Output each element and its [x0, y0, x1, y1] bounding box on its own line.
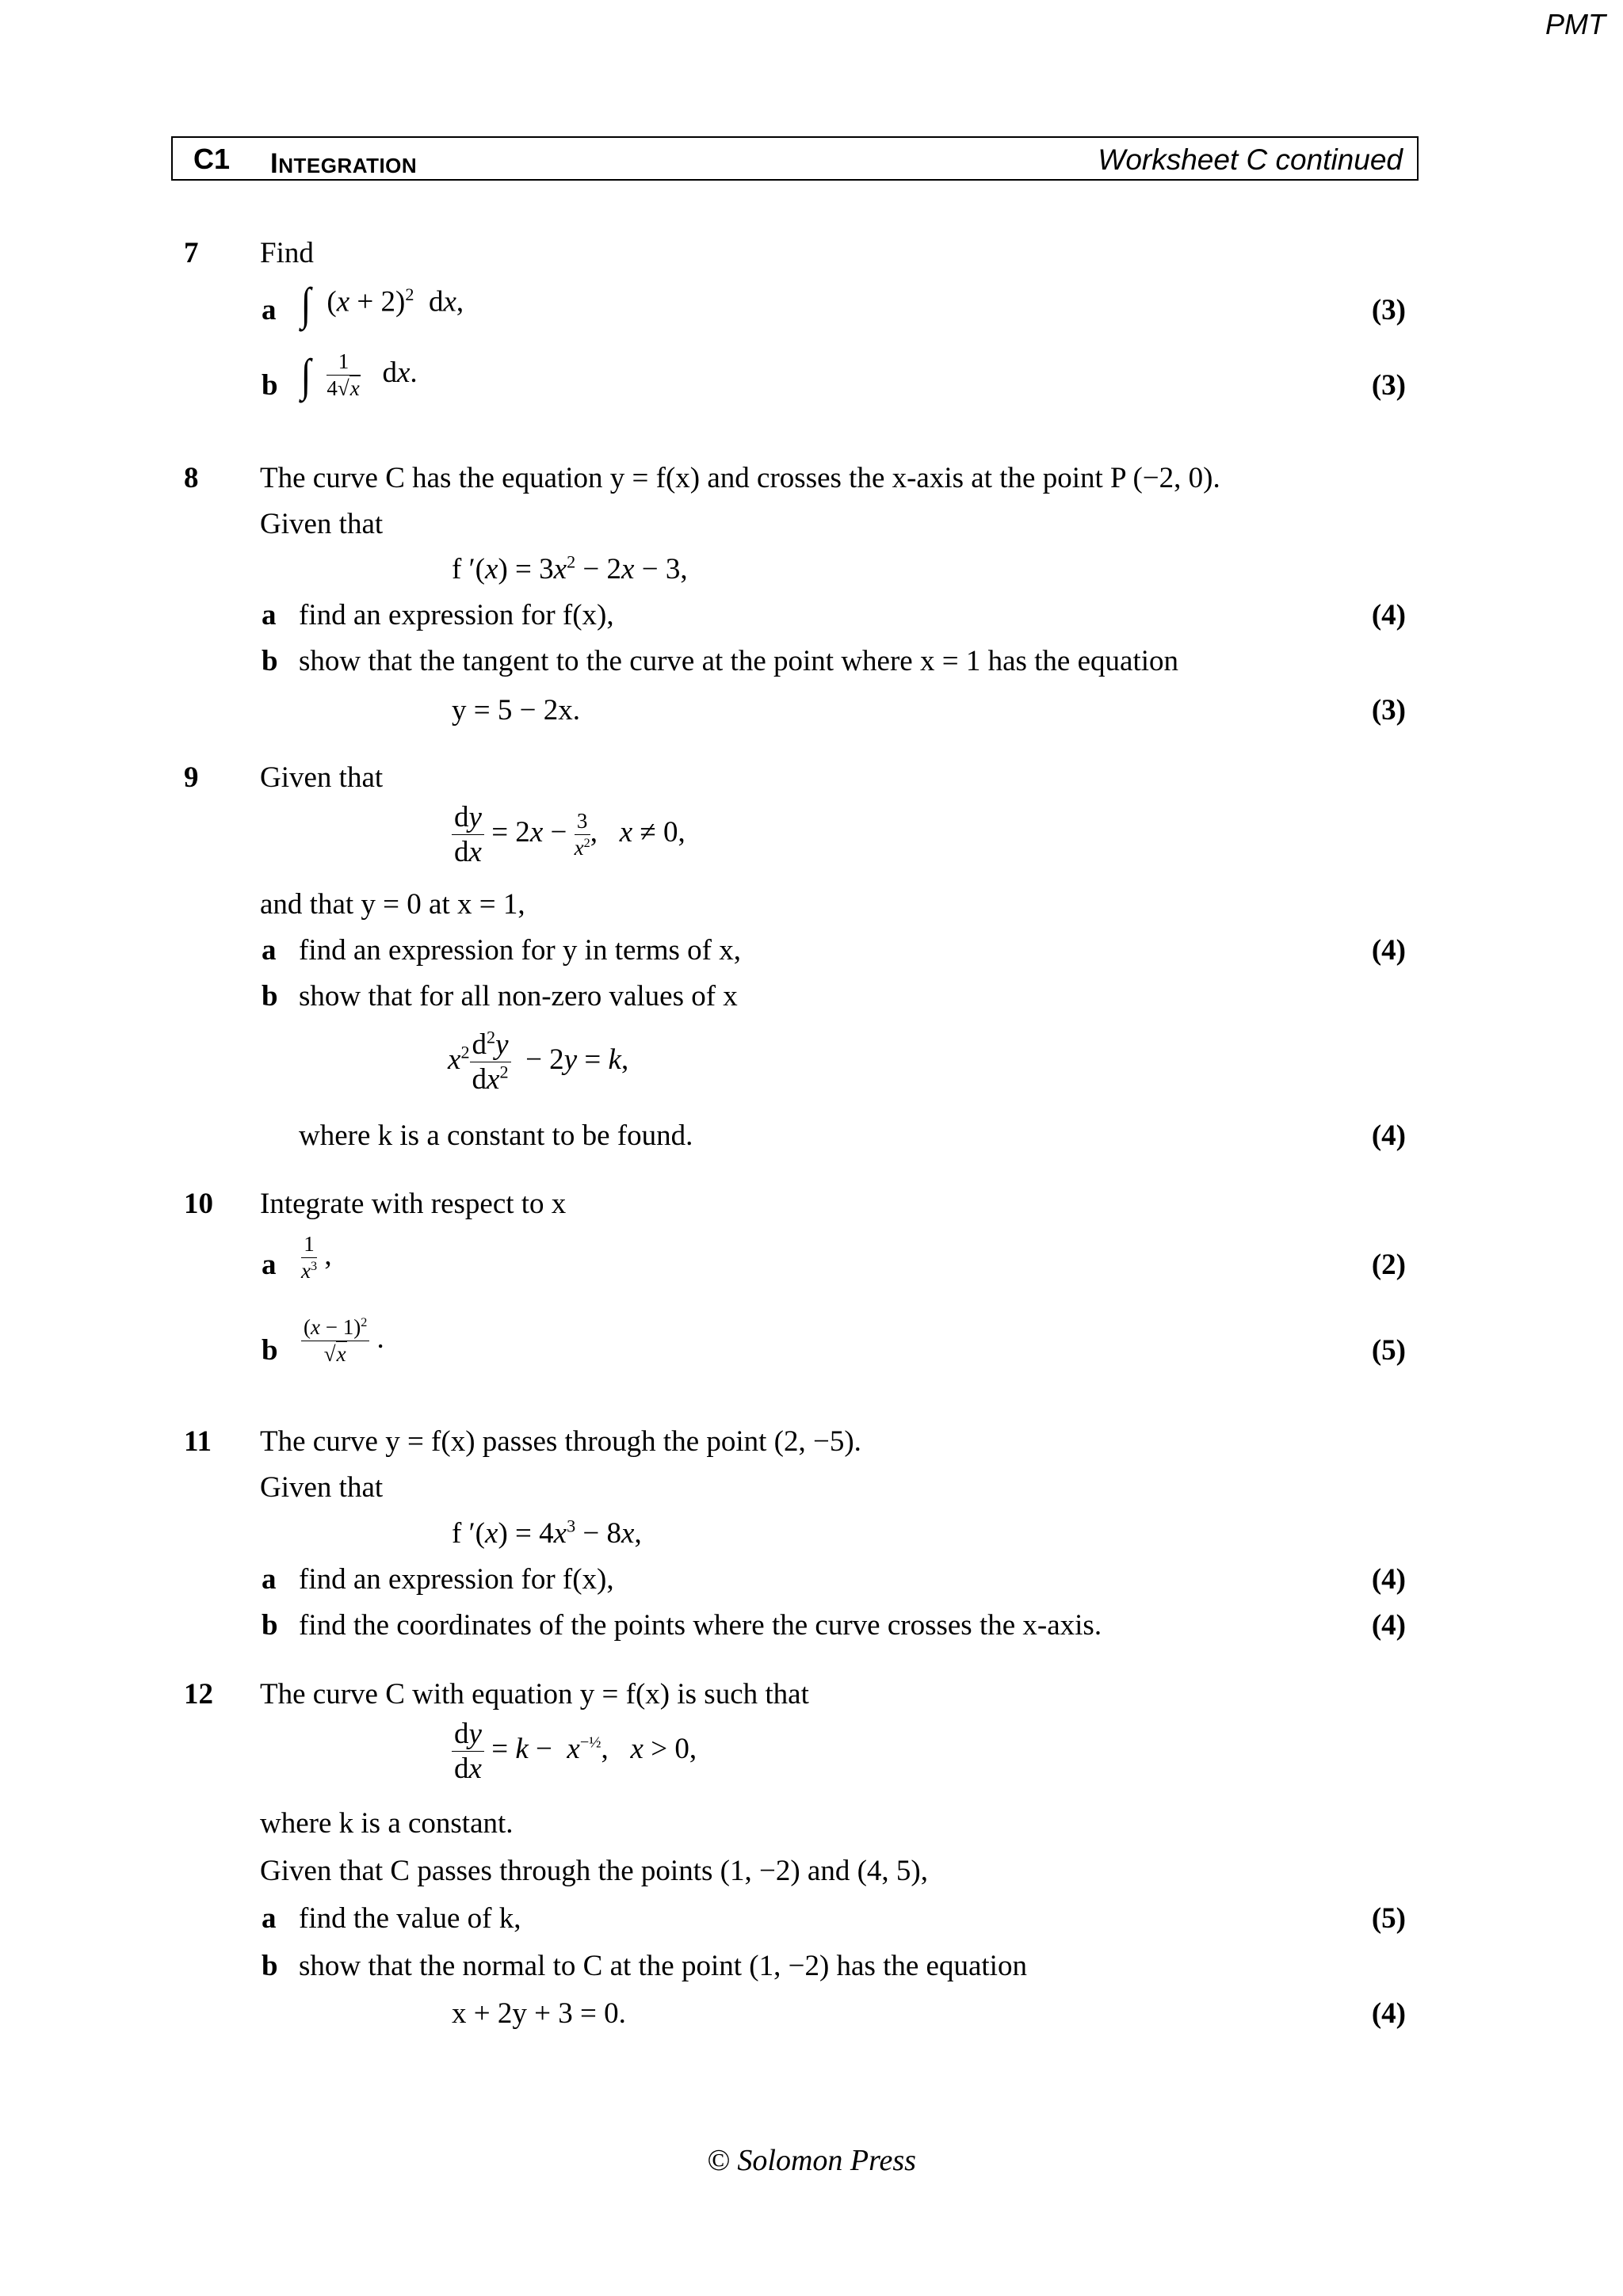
q9-where: where k is a constant to be found. — [299, 1119, 693, 1152]
q7a-marks: (3) — [1371, 294, 1406, 326]
q7b-label: b — [262, 369, 278, 402]
topic-title: INTEGRATION — [270, 148, 418, 179]
q10-number: 10 — [184, 1188, 213, 1220]
worksheet-label: Worksheet C continued — [1098, 143, 1403, 176]
q10b-marks: (5) — [1371, 1334, 1406, 1367]
q9-number: 9 — [184, 761, 199, 794]
q8-number: 8 — [184, 462, 199, 494]
q11b-marks: (4) — [1371, 1609, 1406, 1642]
q8-statement: The curve C has the equation y = f(x) and crosses the x-axis at the point P (−2, 0). — [260, 462, 1220, 494]
q10b-label: b — [262, 1334, 278, 1367]
q12-differential-equation: $\frac{dy}{dx}$ = $k - x^{-\frac{1}{2}}$, x > 0, — [452, 1719, 697, 1783]
q9-second-derivative-equation: $x^2$ $\frac{d^2y}{dx^2}$ − 2y = k, — [448, 1027, 629, 1096]
q11a-marks: (4) — [1371, 1563, 1406, 1596]
unit-code: C1 — [193, 143, 231, 175]
q9b-label: b — [262, 980, 278, 1013]
q8-derivative: f $'(x) = 3x^2 - 2x - 3$, — [452, 551, 688, 585]
q8-given: Given that — [260, 508, 384, 540]
q7b-expression: ∫ $\frac{1}{4√x}$ dx. — [300, 349, 418, 401]
q11-derivative: f $'(x) = 4x^3 - 8x$, — [452, 1516, 642, 1550]
q12-normal-equation: x + 2y + 3 = 0. — [452, 1997, 626, 2030]
q12a-label: a — [262, 1902, 277, 1935]
q10a-marks: (2) — [1371, 1249, 1406, 1281]
q11-statement: The curve y = f(x) passes through the point (2, −5). — [260, 1425, 861, 1458]
q7a-label: a — [262, 294, 277, 326]
q11a-label: a — [262, 1563, 277, 1596]
q9-differential-equation: $\frac{dy}{dx}$ = 2x − $\frac{3}{x^2}$ , x ≠ 0, — [452, 803, 685, 867]
q11b-label: b — [262, 1609, 278, 1642]
q12-given: Given that C passes through the points (1, −2) and (4, 5), — [260, 1855, 928, 1887]
q12b-text: show that the normal to C at the point (1, −2) has the equation — [299, 1950, 1027, 1982]
q10-intro: Integrate with respect to x — [260, 1188, 567, 1220]
q9b-text: show that for all non-zero values of x — [299, 980, 738, 1013]
q8b-text: show that the tangent to the curve at the point where x = 1 has the equation — [299, 645, 1178, 677]
q7a-expression: ∫ $(x + 2)^2$ dx, — [300, 278, 464, 330]
q11b-text: find the coordinates of the points where the curve crosses the x-axis. — [299, 1609, 1102, 1642]
q12b-label: b — [262, 1950, 278, 1982]
q8a-marks: (4) — [1371, 599, 1406, 631]
copyright-footer: © Solomon Press — [707, 2144, 916, 2177]
worksheet-header — [171, 136, 1419, 181]
q12-where: where k is a constant. — [260, 1807, 514, 1840]
q12-number: 12 — [184, 1678, 213, 1711]
q10a-label: a — [262, 1249, 277, 1281]
q9-condition: and that y = 0 at x = 1, — [260, 888, 525, 921]
q8a-text: find an expression for f(x), — [299, 599, 614, 631]
q9-given: Given that — [260, 761, 384, 794]
q7b-marks: (3) — [1371, 369, 1406, 402]
q9a-text: find an expression for y in terms of x, — [299, 934, 741, 967]
q12b-marks: (4) — [1371, 1997, 1406, 2030]
q7-intro: Find — [260, 237, 314, 269]
q9b-marks: (4) — [1371, 1119, 1406, 1152]
q8a-label: a — [262, 599, 277, 631]
corner-label: PMT — [1545, 8, 1606, 40]
q11-given: Given that — [260, 1471, 384, 1504]
q8b-marks: (3) — [1371, 694, 1406, 727]
q8b-label: b — [262, 645, 278, 677]
q11-number: 11 — [184, 1425, 212, 1458]
q9a-label: a — [262, 934, 277, 967]
q12-statement: The curve C with equation y = f(x) is such that — [260, 1678, 809, 1711]
q7-number: 7 — [184, 237, 199, 269]
q10b-expression: $\frac{(x - 1)^2}{√x}$ . — [301, 1317, 384, 1365]
q11a-text: find an expression for f(x), — [299, 1563, 614, 1596]
q8-tangent-equation: y = 5 − 2x. — [452, 694, 580, 727]
q12a-text: find the value of k, — [299, 1902, 521, 1935]
q12a-marks: (5) — [1371, 1902, 1406, 1935]
q9a-marks: (4) — [1371, 934, 1406, 967]
q10a-expression: $\frac{1}{x^3}$ , — [301, 1232, 332, 1283]
